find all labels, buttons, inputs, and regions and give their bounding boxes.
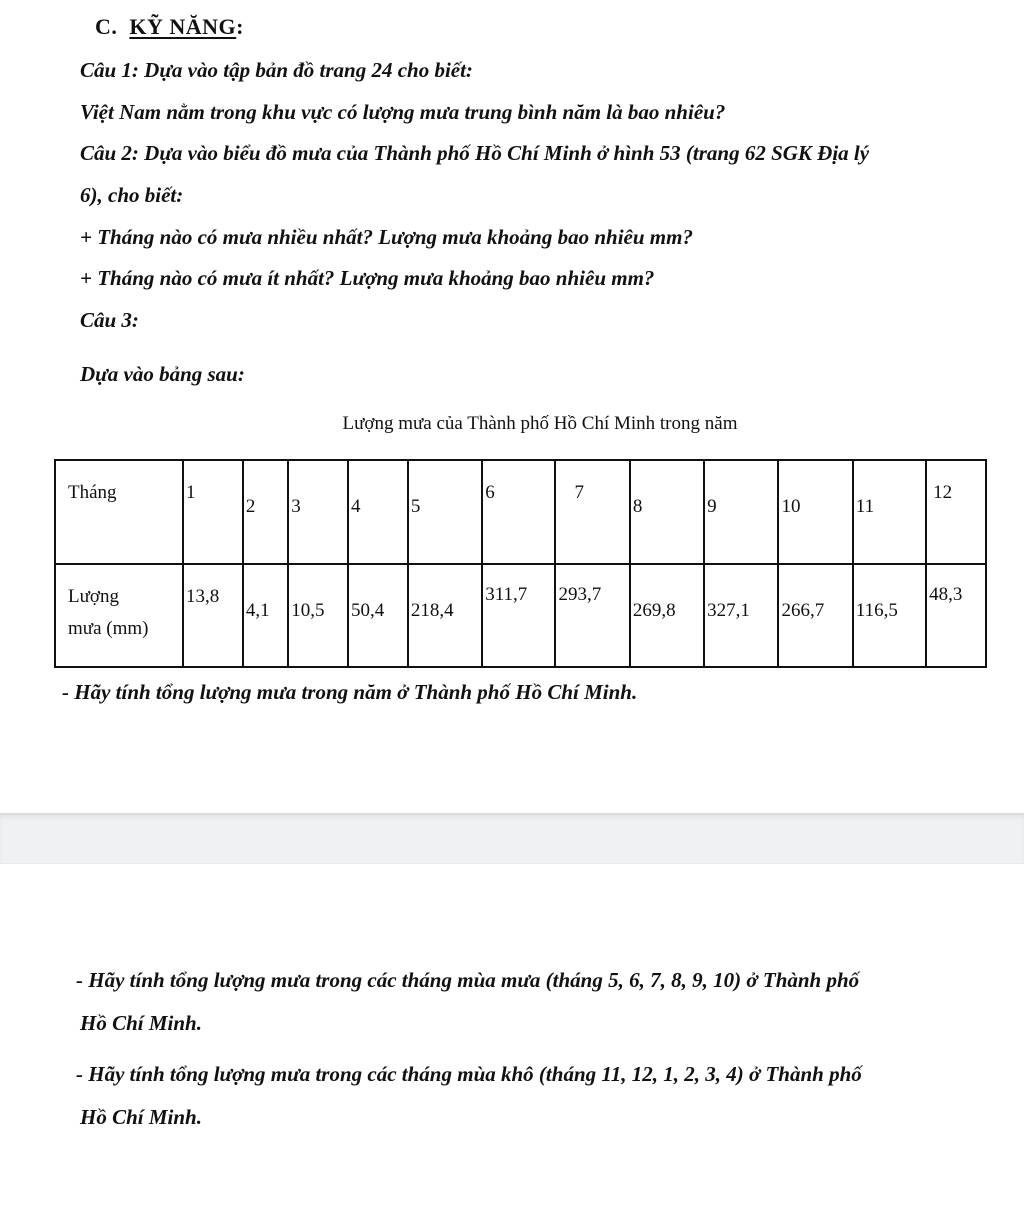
question-3-title: Câu 3:	[80, 308, 139, 332]
question-2-line-2: 6), cho biết:	[80, 183, 184, 207]
question-3-intro: Dựa vào bảng sau:	[80, 362, 245, 386]
month-cell: 4	[348, 460, 408, 564]
task-1: - Hãy tính tổng lượng mưa trong năm ở Thành phố Hồ Chí Minh.	[62, 680, 638, 704]
month-cell: 11	[853, 460, 926, 564]
table-caption: Lượng mưa của Thành phố Hồ Chí Minh trong năm	[342, 413, 738, 434]
rainfall-cell: 50,4	[348, 564, 408, 668]
rainfall-cell: 293,7	[555, 564, 629, 668]
month-cell: 3	[288, 460, 348, 564]
section-prefix: C.	[95, 14, 118, 39]
table-row-rainfall	[55, 564, 986, 668]
page-separator	[0, 813, 1024, 864]
month-cell: 5	[408, 460, 482, 564]
month-cell: 2	[243, 460, 288, 564]
rainfall-cell: 269,8	[630, 564, 704, 668]
row-header-rainfall-line-2: mưa (mm)	[68, 617, 149, 639]
month-cell: 6	[482, 460, 555, 564]
month-cell: 12	[926, 460, 986, 564]
rainfall-cell: 116,5	[853, 564, 926, 668]
question-2-line-1: Câu 2: Dựa vào biểu đồ mưa của Thành phố Hồ Chí Minh ở hình 53 (trang 62 SGK Địa lý	[80, 141, 870, 165]
task-3-line-1: - Hãy tính tổng lượng mưa trong các tháng mùa khô (tháng 11, 12, 1, 2, 3, 4) ở Thành phố	[76, 1062, 862, 1086]
section-colon: :	[236, 14, 244, 39]
task-2-line-1: - Hãy tính tổng lượng mưa trong các tháng mùa mưa (tháng 5, 6, 7, 8, 9, 10) ở Thành phố	[76, 968, 860, 992]
month-cell: 9	[704, 460, 778, 564]
task-2-line-2: Hồ Chí Minh.	[80, 1011, 202, 1035]
question-1-title: Câu 1: Dựa vào tập bản đồ trang 24 cho biết:	[80, 58, 473, 82]
rainfall-cell: 327,1	[704, 564, 778, 668]
rainfall-cell: 13,8	[183, 564, 243, 668]
rainfall-cell: 266,7	[778, 564, 852, 668]
month-cell: 10	[778, 460, 852, 564]
question-1-text: Việt Nam nằm trong khu vực có lượng mưa trung bình năm là bao nhiêu?	[80, 100, 726, 124]
section-heading	[95, 14, 244, 40]
month-cell: 7	[555, 460, 629, 564]
month-cell: 1	[183, 460, 243, 564]
question-2-item-b: + Tháng nào có mưa ít nhất? Lượng mưa khoảng bao nhiêu mm?	[80, 266, 655, 290]
task-3-line-2: Hồ Chí Minh.	[80, 1105, 202, 1129]
rainfall-table	[54, 459, 987, 668]
month-cell: 8	[630, 460, 704, 564]
row-header-month: Tháng	[55, 460, 183, 564]
row-header-rainfall	[55, 564, 183, 668]
rainfall-cell: 10,5	[288, 564, 348, 668]
row-header-rainfall-line-1: Lượng	[68, 585, 119, 607]
section-title: KỸ NĂNG	[129, 14, 237, 39]
question-2-item-a: + Tháng nào có mưa nhiều nhất? Lượng mưa khoảng bao nhiêu mm?	[80, 225, 693, 249]
table-row-months	[55, 460, 986, 564]
rainfall-cell: 218,4	[408, 564, 482, 668]
rainfall-cell: 311,7	[482, 564, 555, 668]
rainfall-cell: 48,3	[926, 564, 986, 668]
rainfall-cell: 4,1	[243, 564, 288, 668]
